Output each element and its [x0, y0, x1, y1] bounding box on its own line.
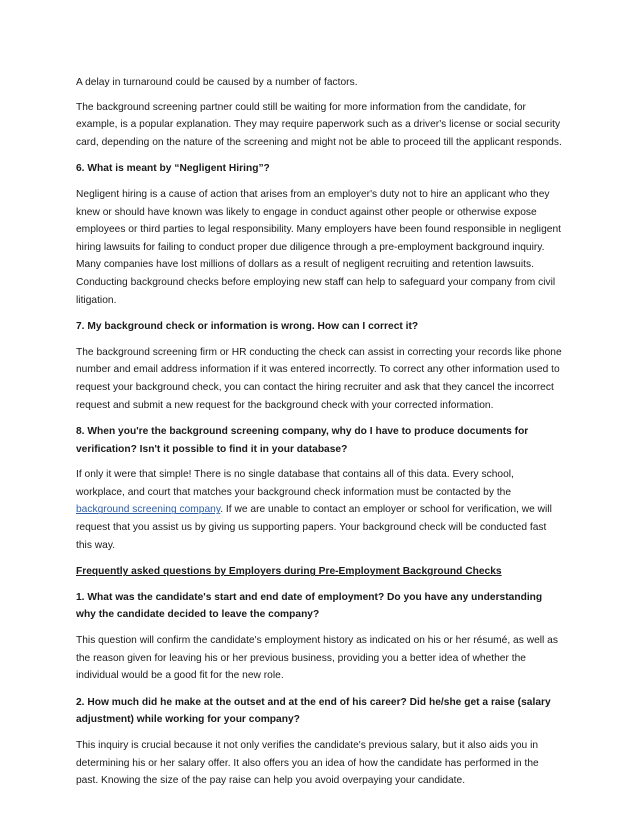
answer-6-paragraph: Negligent hiring is a cause of action that arises from an employer's duty not to hire an applicant who they knew or should have known was likely to engage in conduct against other people or otherwise expose employees or third parties to legal responsibility. Many employers have been found responsible in negligent hiring lawsuits for failing to conduct proper due diligence through a pre-employment background inquiry. Many companies have lost millions of dollars as a result of negligent recruiting and retention lawsuits. Conducting background checks before employing new staff can help to safeguard your company from civil litigation. — [76, 188, 561, 306]
document-page — [76, 74, 562, 799]
background-screening-company-link[interactable]: background screening company — [76, 504, 221, 516]
answer-8-text-before: If only it were that simple! There is no single database that contains all of this data. Every school, workplace, and court that matches your background check information must be contacted by the — [76, 469, 514, 498]
employer-question-2-heading: 2. How much did he make at the outset and at the end of his career? Did he/she get a raise (salary adjustment) while working for your company? — [76, 696, 551, 726]
answer-7-paragraph: The background screening firm or HR conducting the check can assist in correcting your records like phone number and email address information if it was entered incorrectly. To correct any other information used to request your background check, you can contact the hiring recruiter and ask that they cancel the incorrect request and submit a new request for the background check with your corrected information. — [76, 346, 562, 411]
question-8-heading: 8. When you're the background screening company, why do I have to produce documents for verification? Isn't it possible to find it in your database? — [76, 426, 529, 455]
intro-paragraph: A delay in turnaround could be caused by a number of factors. — [76, 77, 358, 88]
waiting-paragraph: The background screening partner could still be waiting for more information from the candidate, for example, is a popular explanation. They may require paperwork such as a driver's license or social security card, depending on the nature of the screening and might not be able to proceed till the applicant responds. — [76, 101, 562, 148]
employer-answer-2-paragraph: This inquiry is crucial because it not only verifies the candidate's previous salary, but it also aids you in determining his or her salary offer. It also offers you an idea of how the candidate has performed in the past. Knowing the size of the pay raise can help you avoid overpaying your candidate. — [76, 740, 539, 787]
answer-8-paragraph — [76, 466, 562, 554]
employer-question-1-heading: 1. What was the candidate's start and end date of employment? Do you have any understanding why the candidate decided to leave the company? — [76, 591, 543, 621]
question-6-heading: 6. What is meant by “Negligent Hiring”? — [76, 163, 270, 175]
employers-section-heading: Frequently asked questions by Employers during Pre-Employment Background Checks — [76, 566, 502, 578]
employer-answer-1-paragraph: This question will confirm the candidate's employment history as indicated on his or her résumé, as well as the reason given for leaving his or her previous business, providing you a better idea of whether the individual would be a good fit for the new role. — [76, 635, 558, 682]
answer-8-text-after: . If we are unable to contact an employer or school for verification, we will request that you assist us by giving us supporting papers. Your background check will be conducted fast this way. — [76, 504, 552, 551]
question-7-heading: 7. My background check or information is wrong. How can I correct it? — [76, 321, 419, 333]
